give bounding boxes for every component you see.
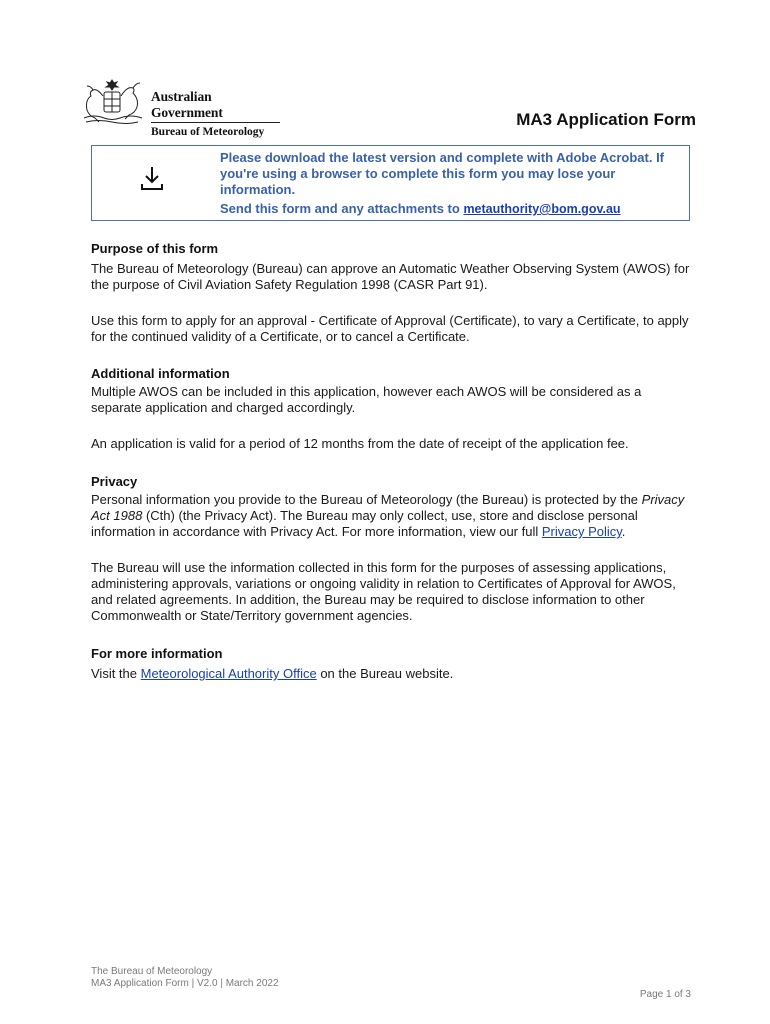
privacy-act-title: Privacy Act 1988 <box>91 492 685 523</box>
privacy-heading: Privacy <box>91 474 138 489</box>
more-info-paragraph <box>91 666 691 682</box>
notice-email-link[interactable]: metauthority@bom.gov.au <box>463 202 621 216</box>
more-info-heading: For more information <box>91 646 223 661</box>
meteorological-authority-link[interactable]: Meteorological Authority Office <box>140 666 317 681</box>
purpose-paragraph-2: Use this form to apply for an approval - Certificate of Approval (Certificate), to vary a Certificate, to apply for the continued validity of a Certificate, or to cancel a Certificate. <box>91 313 689 344</box>
additional-info-heading: Additional information <box>91 366 230 381</box>
form-title: MA3 Application Form <box>516 110 696 129</box>
footer-org: The Bureau of Meteorology <box>91 966 213 977</box>
page-footer <box>91 966 279 990</box>
purpose-paragraph-1: The Bureau of Meteorology (Bureau) can approve an Automatic Weather Observing System (AWOS) for the purpose of Civil Aviation Safety Regulation 1998 (CASR Part 91). <box>91 261 690 292</box>
additional-info-paragraph-1: Multiple AWOS can be included in this application, however each AWOS will be considered as a separate application and charged accordingly. <box>91 384 642 415</box>
notice-send-line <box>220 201 680 217</box>
download-notice-box <box>91 145 690 221</box>
logo-government-text: Australian Government <box>151 89 223 120</box>
coat-of-arms-icon <box>76 76 148 126</box>
purpose-heading: Purpose of this form <box>91 241 219 256</box>
more-info-text-b: on the Bureau website. <box>316 666 454 681</box>
more-info-text-a: Visit the <box>91 666 141 681</box>
privacy-policy-link[interactable]: Privacy Policy <box>541 524 622 539</box>
form-content <box>91 240 691 682</box>
download-icon[interactable] <box>137 164 167 194</box>
page-number: Page 1 of 3 <box>639 989 691 1000</box>
logo-agency-text: Bureau of Meteorology <box>151 126 265 138</box>
additional-info-paragraph-2: An application is valid for a period of 12 months from the date of receipt of the application fee. <box>91 436 629 451</box>
notice-text <box>220 150 680 217</box>
australian-government-logo <box>76 76 286 138</box>
privacy-paragraph-2: The Bureau will use the information collected in this form for the purposes of assessing applications, administering approvals, variations or ongoing validity in relation to Certificates of Approval for AWOS, and related agreements. In addition, the Bureau may be required to disclose information to other Commonwealth or State/Territory government agencies. <box>91 560 676 623</box>
notice-message: Please download the latest version and complete with Adobe Acrobat. If you're using a browser to complete this form you may lose your information. <box>220 150 665 197</box>
logo-divider <box>151 122 280 123</box>
privacy-paragraph-1 <box>91 492 691 540</box>
privacy-text-end: . <box>621 524 626 539</box>
privacy-text-b: (Cth) (the Privacy Act). The Bureau may only collect, use, store and disclose personal information in accordance with Privacy Act. For more information, view our full <box>91 508 638 539</box>
notice-send-prefix: Send this form and any attachments to <box>220 201 464 216</box>
footer-version: MA3 Application Form | V2.0 | March 2022 <box>91 978 279 989</box>
privacy-text-a: Personal information you provide to the Bureau of Meteorology (the Bureau) is protected by the <box>91 492 642 507</box>
